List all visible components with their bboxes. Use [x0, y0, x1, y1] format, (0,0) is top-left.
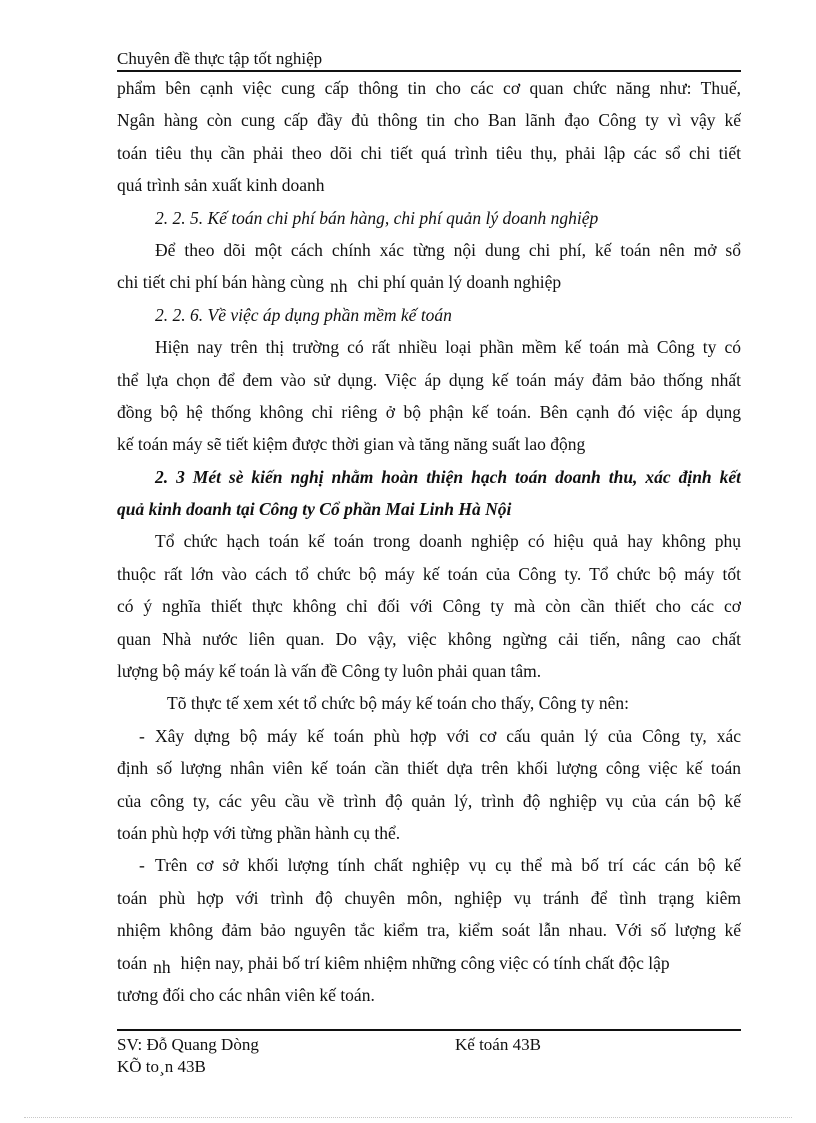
text-line: quả kinh doanh tại Công ty Cổ phần Mai Linh Hà Nội: [117, 499, 512, 520]
paragraph-intro: [117, 72, 741, 202]
text-line: thuộc rất lớn vào cách tổ chức bộ máy kế toán của Công ty. Tổ chức bộ máy tốt: [117, 563, 741, 584]
text-line: [117, 720, 741, 752]
bullet-dash: -: [139, 855, 145, 876]
footer-class: Kế toán 43B: [455, 1035, 541, 1054]
text-line: đồng bộ hệ thống không chỉ riêng ở bộ phận kế toán. Bên cạnh đó việc áp dụng: [117, 401, 741, 422]
text-fragment: Trên cơ sở khối lượng tính chất nghiệp vụ cụ thể mà bố trí các cán bộ kế: [155, 855, 741, 876]
section-heading-2-2-5: 2. 2. 5. Kế toán chi phí bán hàng, chi phí quản lý doanh nghiệp: [155, 207, 599, 228]
footer-class-garbled: KÕ to¸n 43B: [117, 1057, 206, 1076]
section-heading-2-2-6: 2. 2. 6. Về việc áp dụng phần mềm kế toán: [155, 304, 452, 325]
bullet-item-staffing: [117, 849, 741, 1011]
page-header-title: Chuyên đề thực tập tốt nghiệp: [117, 49, 323, 68]
paragraph-accounting-software: [117, 331, 741, 461]
bullet-item-structure: [117, 720, 741, 850]
text-line: tương đối cho các nhân viên kế toán.: [117, 984, 375, 1005]
text-fragment-lowered: nh: [153, 956, 171, 977]
text-line: thể lựa chọn để đem vào sử dụng. Việc áp dụng kế toán máy đảm bảo thống nhất: [117, 369, 741, 390]
text-line: Tổ chức hạch toán kế toán trong doanh nghiệp có hiệu quả hay không phụ: [155, 531, 741, 552]
footer-divider: [117, 1029, 741, 1031]
paragraph-expense-ledger: [117, 234, 741, 299]
text-fragment: chi tiết chi phí bán hàng cùng: [117, 272, 325, 293]
text-fragment: toán: [117, 952, 148, 973]
text-line: định số lượng nhân viên kế toán cần thiết dựa trên khối lượng công việc kế toán: [117, 758, 741, 779]
text-line: của công ty, các yêu cầu về trình độ quản lý, trình độ nghiệp vụ của cán bộ kế: [117, 790, 741, 811]
text-line: [117, 947, 741, 979]
paragraph-organization: [117, 525, 741, 687]
section-heading-2-3: [117, 461, 741, 526]
page-bottom-edge: [24, 1117, 792, 1118]
text-line: quan Nhà nước liên quan. Do vậy, việc không ngừng cải tiến, nâng cao chất: [117, 628, 741, 649]
text-line: kế toán máy sẽ tiết kiệm được thời gian và tăng năng suất lao động: [117, 434, 586, 455]
bullet-dash: -: [139, 725, 145, 746]
text-line: Để theo dõi một cách chính xác từng nội dung chi phí, kế toán nên mở sổ: [155, 239, 741, 260]
text-line: toán phù hợp với trình độ chuyên môn, nghiệp vụ tránh để tình trạng kiêm: [117, 887, 741, 908]
text-line: nhiệm không đảm bảo nguyên tắc kiểm tra, kiểm soát lẫn nhau. Với số lượng kế: [117, 920, 741, 941]
text-line: lượng bộ máy kế toán là vấn đề Công ty luôn phải quan tâm.: [117, 661, 542, 682]
text-line: toán phù hợp với từng phần hành cụ thể.: [117, 822, 401, 843]
text-line: [117, 266, 741, 298]
text-fragment: hiện nay, phải bố trí kiêm nhiệm những công việc có tính chất độc lập: [180, 952, 670, 973]
text-line: toán tiêu thụ cần phải theo dõi chi tiết quá trình tiêu thụ, phải lập các sổ chi tiết: [117, 142, 741, 163]
text-line: [117, 849, 741, 881]
text-line: phẩm bên cạnh việc cung cấp thông tin cho các cơ quan chức năng như: Thuế,: [117, 78, 741, 98]
text-line: có ý nghĩa thiết thực không chỉ đối với Công ty mà còn cần thiết cho các cơ: [117, 596, 741, 617]
text-fragment-lowered: nh: [330, 276, 348, 297]
document-body: [117, 72, 741, 1011]
text-fragment: chi phí quản lý doanh nghiệp: [357, 272, 562, 293]
text-line: quá trình sản xuất kinh doanh: [117, 175, 325, 196]
paragraph-recommendation-intro: Tõ thực tế xem xét tổ chức bộ máy kế toán cho thấy, Công ty nên:: [167, 693, 630, 714]
text-fragment: Xây dựng bộ máy kế toán phù hợp với cơ cấu quản lý của Công ty, xác: [155, 725, 741, 746]
text-line: 2. 3 Mét sè kiến nghị nhằm hoàn thiện hạch toán doanh thu, xác định kết: [155, 466, 741, 487]
footer-student-name: SV: Đỗ Quang Dòng: [117, 1035, 259, 1054]
text-line: Ngân hàng còn cung cấp đầy đủ thông tin cho Ban lãnh đạo Công ty vì vậy kế: [117, 110, 741, 131]
text-line: Hiện nay trên thị trường có rất nhiều loại phần mềm kế toán mà Công ty có: [155, 337, 741, 358]
